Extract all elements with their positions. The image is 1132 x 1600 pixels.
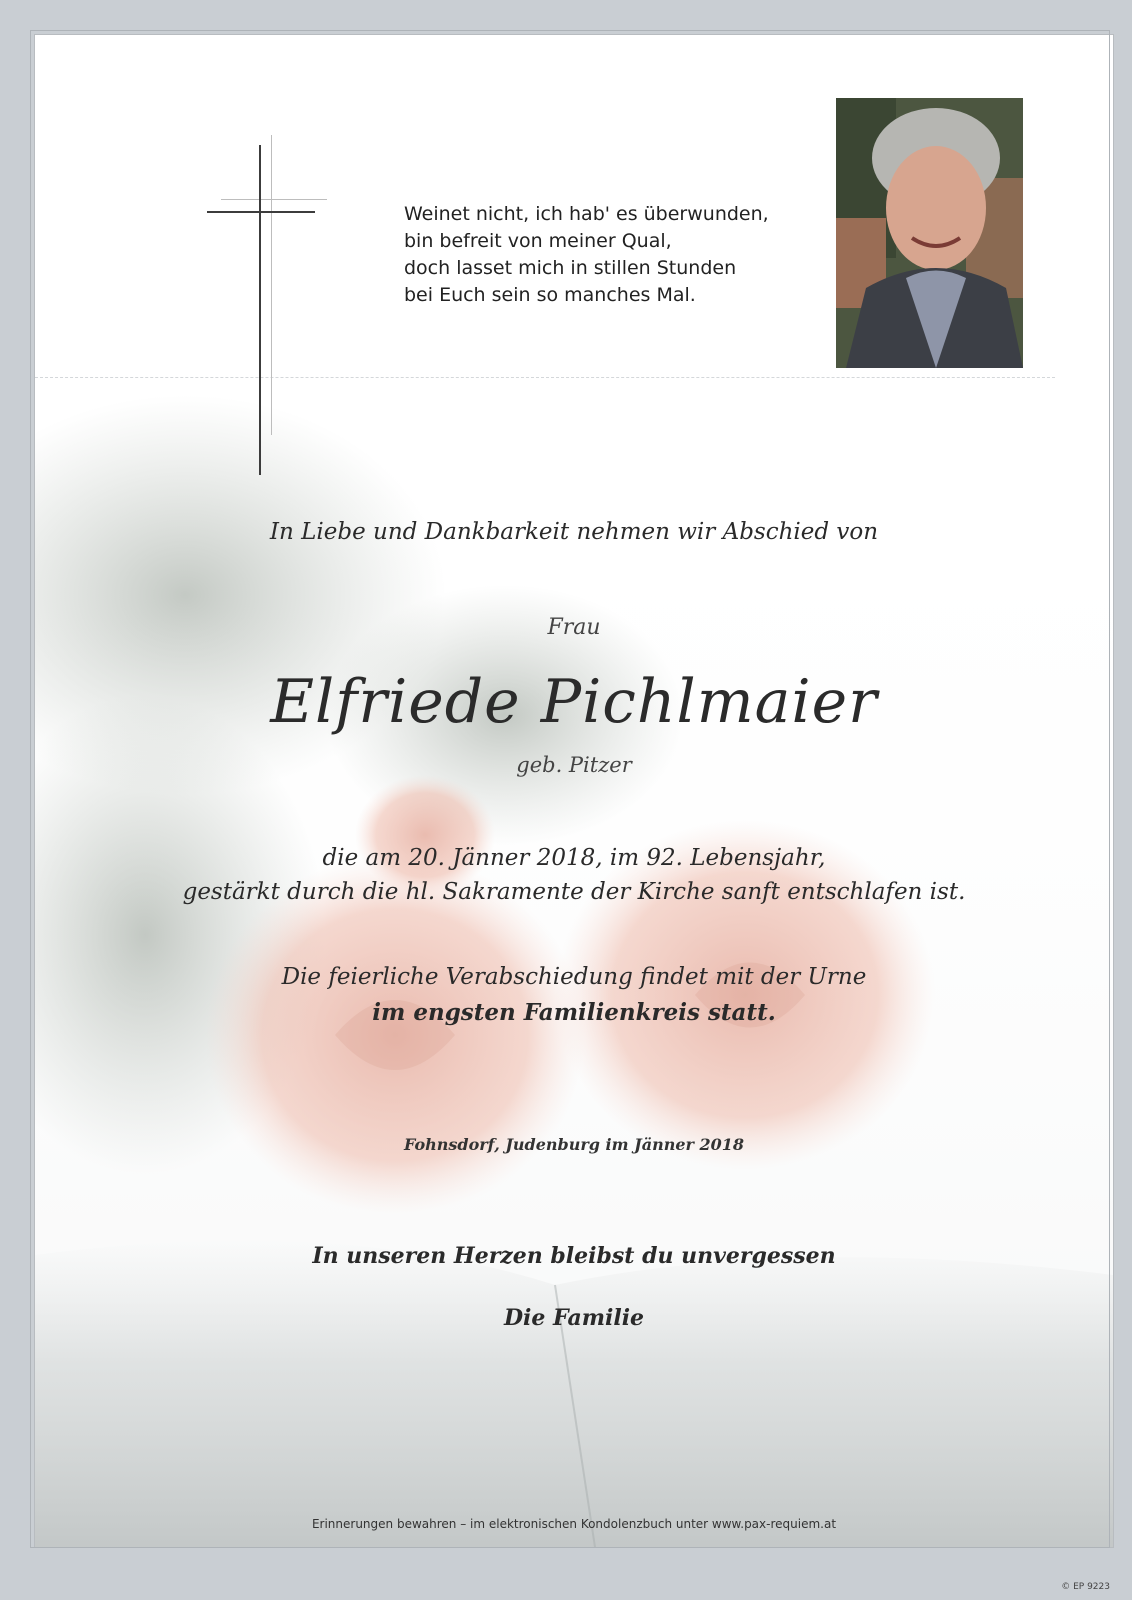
poem-line: bei Euch sein so manches Mal. (404, 284, 696, 306)
deceased-name: Elfriede Pichlmaier (270, 667, 878, 737)
open-book-illustration (35, 1240, 1113, 1547)
document-code: © EP 9223 (1061, 1582, 1110, 1592)
fold-line (35, 377, 1055, 378)
poem-line: doch lasset mich in stillen Stunden (404, 257, 737, 279)
place-date: Fohnsdorf, Judenburg im Jänner 2018 (403, 1135, 745, 1154)
ceremony-line-bold: im engsten Familienkreis statt. (372, 999, 776, 1026)
death-notice (35, 841, 1113, 909)
death-line: die am 20. Jänner 2018, im 92. Lebensjahr, (322, 845, 826, 871)
maiden-name: geb. Pitzer (516, 753, 632, 777)
death-line: gestärkt durch die hl. Sakramente der Kirche sanft entschlafen ist. (182, 879, 966, 905)
obituary-sheet (34, 34, 1114, 1548)
portrait-photo (836, 98, 1023, 368)
ceremony-notice (35, 959, 1113, 1031)
intro-text: In Liebe und Dankbarkeit nehmen wir Abschied von (269, 519, 879, 545)
closing-line: In unseren Herzen bleibst du unvergessen (312, 1243, 836, 1269)
cross-icon (259, 145, 261, 475)
signature: Die Familie (503, 1305, 645, 1331)
poem-line: Weinet nicht, ich hab' es überwunden, (404, 203, 769, 225)
poem-line: bin befreit von meiner Qual, (404, 230, 672, 252)
honorific: Frau (547, 615, 601, 640)
footer-text: Erinnerungen bewahren – im elektronischen Kondolenzbuch unter www.pax-requiem.at (311, 1517, 837, 1531)
ceremony-line: Die feierliche Verabschiedung findet mit der Urne (281, 964, 867, 990)
cross-shadow-vertical (271, 135, 272, 435)
cross-icon-bar (207, 211, 315, 213)
cross-shadow-horizontal (221, 199, 327, 200)
poem (404, 201, 824, 309)
